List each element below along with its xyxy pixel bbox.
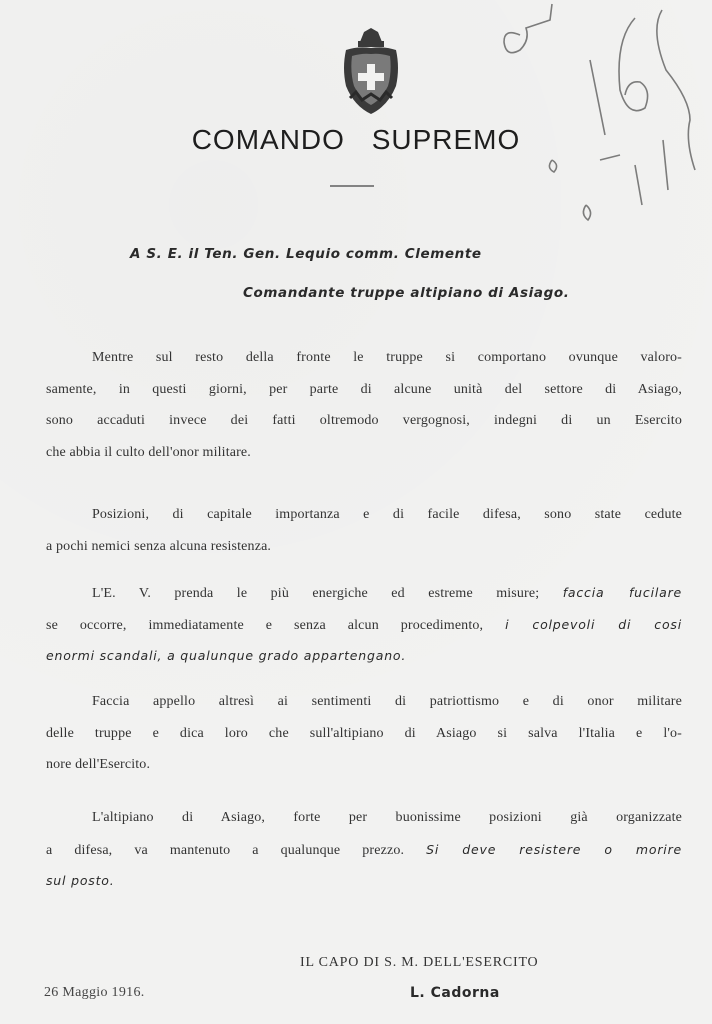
text-line: a pochi nemici senza alcuna resistenza. xyxy=(46,538,272,554)
text-line xyxy=(46,609,682,641)
crest-icon xyxy=(336,28,406,114)
roman-text: se occorre, immediatamente e senza alcun procedimento, xyxy=(46,617,484,633)
text-line xyxy=(46,834,682,866)
paragraph-5 xyxy=(46,802,682,897)
text-line xyxy=(46,577,682,609)
emphasis-text: Si deve resistere o morire xyxy=(426,841,683,857)
text-line: samente, in questi giorni, per parte di alcune unità del settore di Asiago, xyxy=(46,381,682,397)
text-line xyxy=(46,865,682,897)
text-line: Faccia appello altresì ai sentimenti di patriottismo e di onor militare xyxy=(92,694,682,709)
document-date: 26 Maggio 1916. xyxy=(44,985,145,1000)
page-title: COMANDO SUPREMO xyxy=(191,124,521,155)
signature-title: IL CAPO DI S. M. DELL'ESERCITO xyxy=(300,955,539,970)
addressee-line-2: Comandante truppe altipiano di Asiago. xyxy=(243,285,570,301)
paragraph-2 xyxy=(46,499,682,562)
text-line: delle truppe e dica loro che sull'altipiano di Asiago si salva l'Italia e l'o- xyxy=(46,725,682,741)
paragraph-1 xyxy=(46,342,682,468)
emphasis-text: sul posto. xyxy=(46,873,115,888)
roman-text: a difesa, va mantenuto a qualunque prezzo. xyxy=(46,842,405,858)
handwritten-annotation xyxy=(490,0,712,230)
paragraph-4 xyxy=(46,686,682,781)
text-line: Posizioni, di capitale importanza e di facile difesa, sono state cedute xyxy=(92,507,682,522)
text-line: nore dell'Esercito. xyxy=(46,757,151,772)
signature-name: L. Cadorna xyxy=(410,985,500,1001)
text-line xyxy=(46,640,682,672)
emphasis-text: enormi scandali, a qualunque grado appartengano. xyxy=(46,648,407,663)
text-line: L'altipiano di Asiago, forte per buonissime posizioni già organizzate xyxy=(92,810,682,825)
text-line: che abbia il culto dell'onor militare. xyxy=(46,444,251,460)
roman-text: L'E. V. prenda le più energiche ed estreme misure; xyxy=(92,586,540,601)
addressee-line-1: A S. E. il Ten. Gen. Lequio comm. Clemente xyxy=(130,246,482,262)
emphasis-text: faccia fucilare xyxy=(562,585,683,600)
text-line: Mentre sul resto della fronte le truppe si comportano ovunque valoro- xyxy=(92,350,682,365)
emphasis-text: i colpevoli di cosi xyxy=(505,616,683,632)
text-line: sono accaduti invece dei fatti oltremodo vergognosi, indegni di un Esercito xyxy=(46,413,682,428)
title-separator xyxy=(330,185,374,187)
paragraph-3 xyxy=(46,577,682,672)
